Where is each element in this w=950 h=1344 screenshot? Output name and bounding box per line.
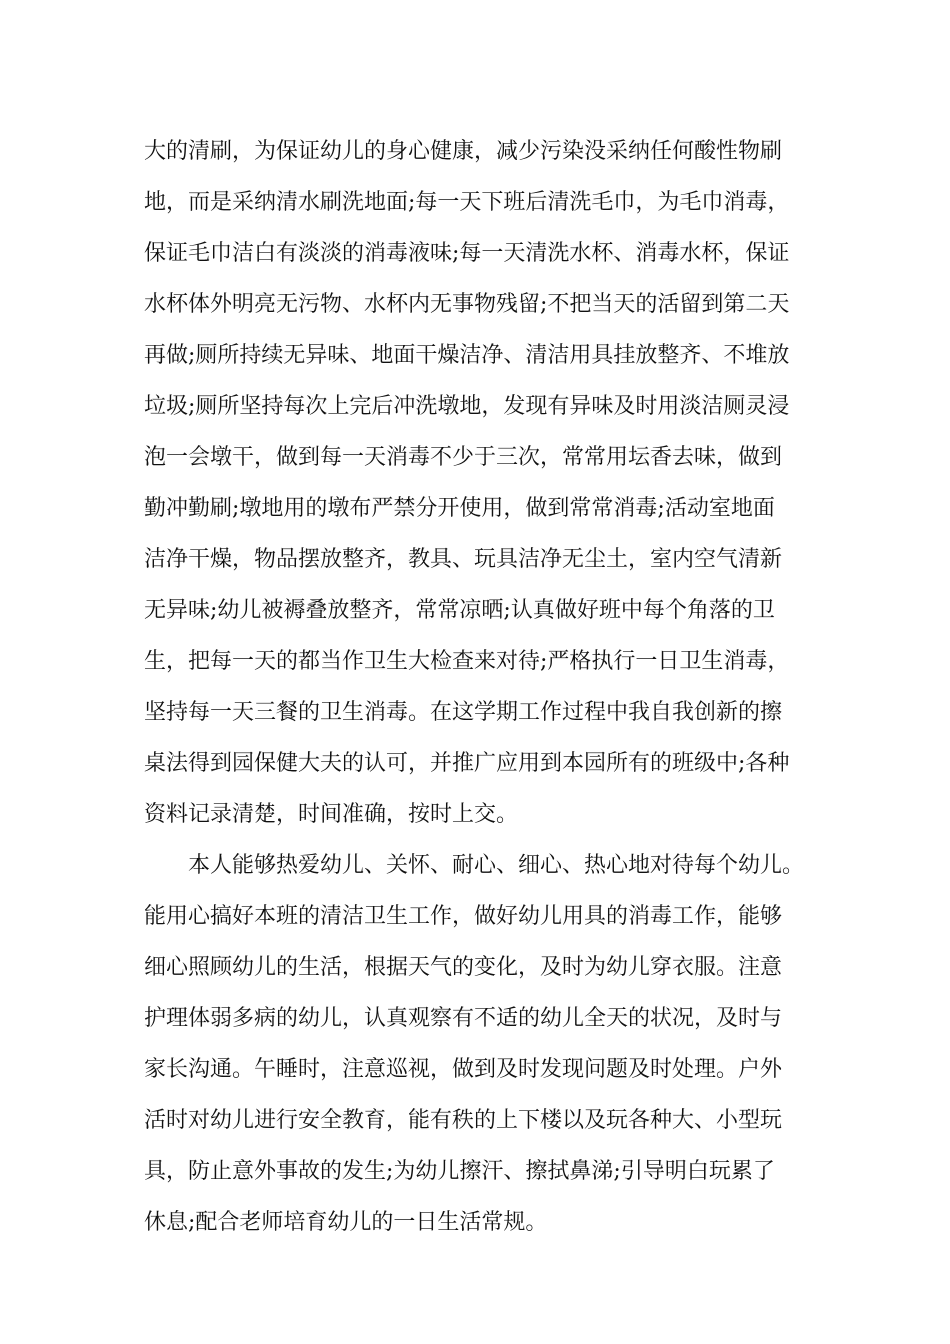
paragraph-line: 生，把每一天的都当作卫生大检查来对待;严格执行一日卫生消毒， — [144, 649, 790, 674]
paragraph-line: 洁净干燥，物品摆放整齐，教具、玩具洁净无尘土，室内空气清新 — [144, 547, 783, 572]
paragraph-line: 水杯体外明亮无污物、水杯内无事物残留;不把当天的活留到第二天 — [144, 292, 790, 317]
paragraph-line: 资料记录清楚，时间准确，按时上交。 — [144, 802, 519, 827]
paragraph-line: 能用心搞好本班的清洁卫生工作，做好幼儿用具的消毒工作，能够 — [144, 904, 783, 929]
paragraph-line: 本人能够热爱幼儿、关怀、耐心、细心、热心地对待每个幼儿。 — [188, 853, 805, 878]
paragraph-line: 护理体弱多病的幼儿，认真观察有不适的幼儿全天的状况，及时与 — [144, 1006, 783, 1031]
paragraph-line: 保证毛巾洁白有淡淡的消毒液味;每一天清洗水杯、消毒水杯，保证 — [144, 241, 790, 266]
paragraph-line: 无异味;幼儿被褥叠放整齐，常常凉晒;认真做好班中每个角落的卫 — [144, 598, 775, 623]
paragraph-line: 垃圾;厕所坚持每次上完后冲洗墩地，发现有异味及时用淡洁厕灵浸 — [144, 394, 790, 419]
paragraph-line: 休息;配合老师培育幼儿的一日生活常规。 — [144, 1210, 548, 1235]
paragraph-line: 细心照顾幼儿的生活，根据天气的变化，及时为幼儿穿衣服。注意 — [144, 955, 783, 980]
paragraph-line: 桌法得到园保健大夫的认可，并推广应用到本园所有的班级中;各种 — [144, 751, 790, 776]
paragraph-line: 再做;厕所持续无异味、地面干燥洁净、清洁用具挂放整齐、不堆放 — [144, 343, 790, 368]
paragraph-line: 具，防止意外事故的发生;为幼儿擦汗、擦拭鼻涕;引导明白玩累了 — [144, 1159, 775, 1184]
paragraph-line: 泡一会墩干，做到每一天消毒不少于三次，常常用坛香去味，做到 — [144, 445, 783, 470]
paragraph-line: 大的清刷，为保证幼儿的身心健康，减少污染没采纳任何酸性物刷 — [144, 139, 783, 164]
paragraph-line: 家长沟通。午睡时，注意巡视，做到及时发现问题及时处理。户外 — [144, 1057, 783, 1082]
paragraph-line: 活时对幼儿进行安全教育，能有秩的上下楼以及玩各种大、小型玩 — [144, 1108, 783, 1133]
paragraph-line: 地，而是采纳清水刷洗地面;每一天下班后清洗毛巾，为毛巾消毒， — [144, 190, 790, 215]
paragraph-line: 坚持每一天三餐的卫生消毒。在这学期工作过程中我自我创新的擦 — [144, 700, 783, 725]
paragraph-line: 勤冲勤刷;墩地用的墩布严禁分开使用，做到常常消毒;活动室地面 — [144, 496, 775, 521]
